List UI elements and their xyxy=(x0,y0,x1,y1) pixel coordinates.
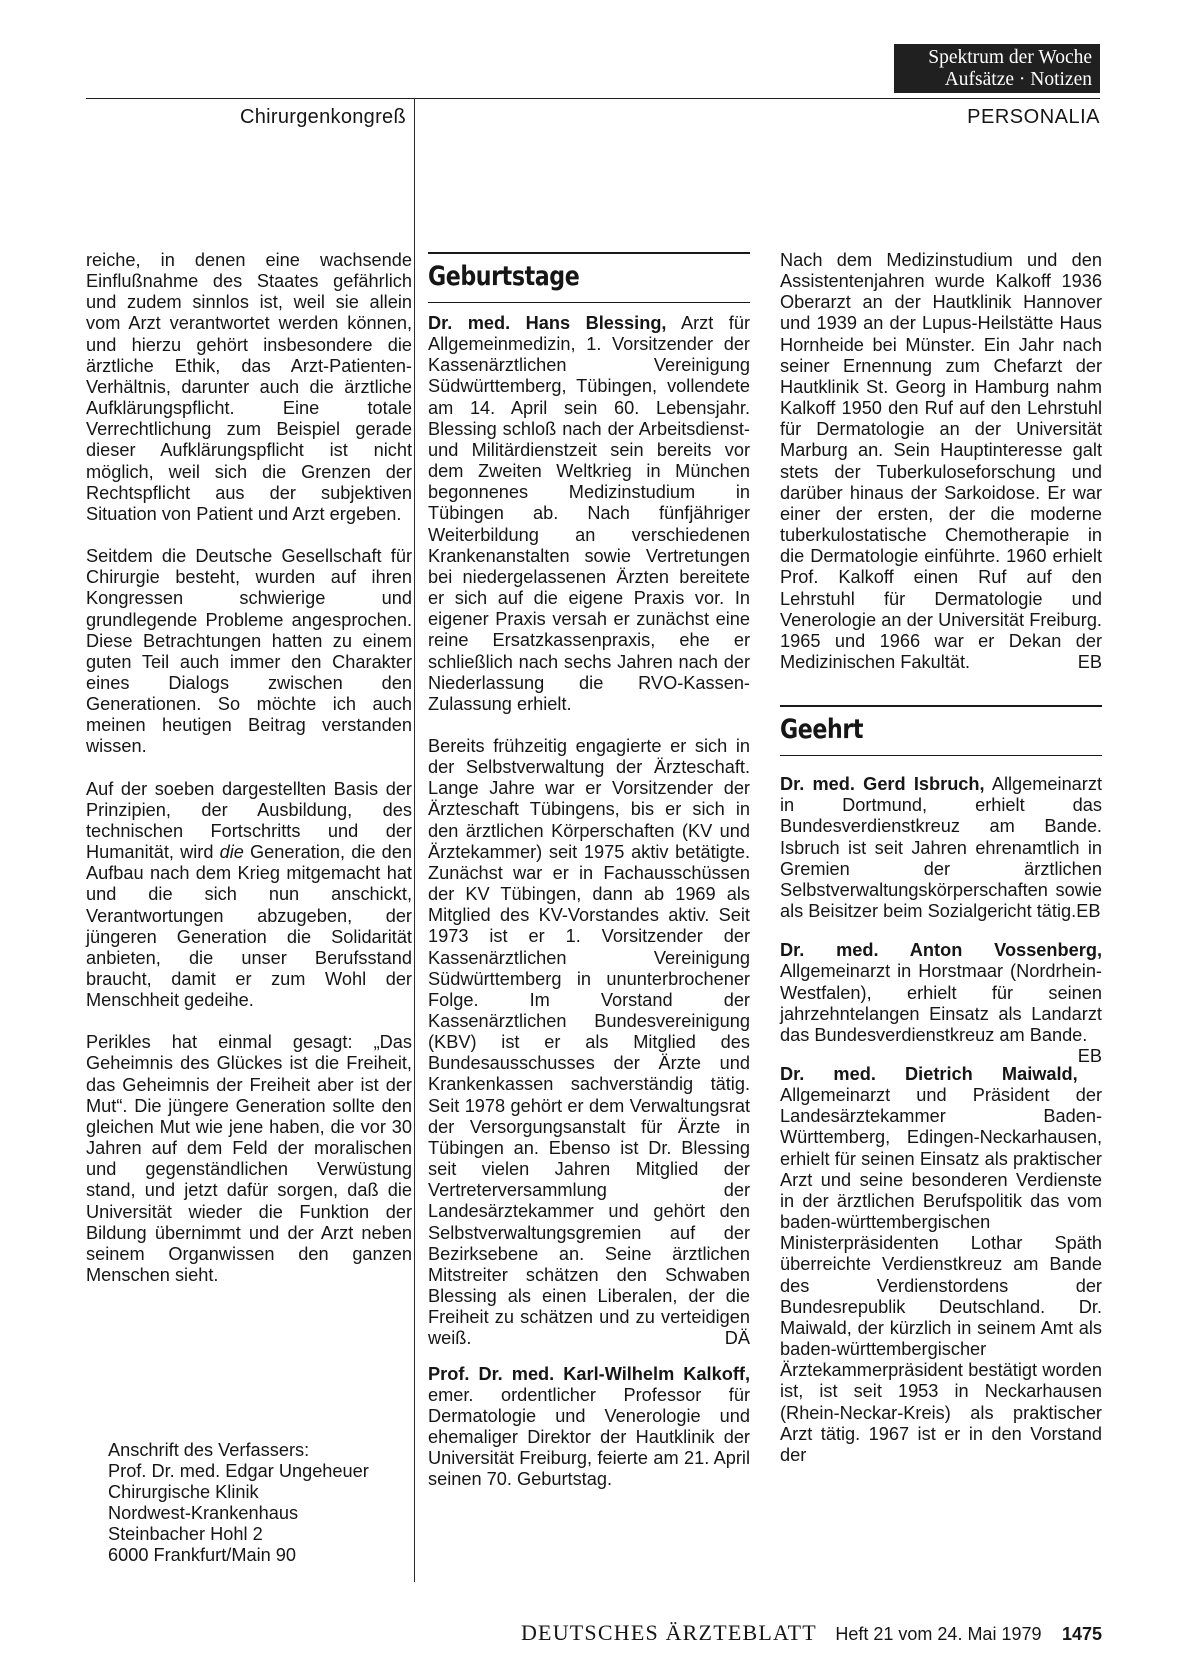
entry-isbruch xyxy=(780,774,1102,922)
address-label: Anschrift des Verfassers: xyxy=(108,1440,310,1460)
paragraph xyxy=(86,779,412,1012)
section-badge xyxy=(894,44,1100,93)
author-address xyxy=(108,1440,408,1566)
section-heading-geburtstage xyxy=(428,252,750,303)
author-signature: EB xyxy=(1077,1046,1102,1066)
entry-maiwald xyxy=(780,1064,1102,1466)
address-line: Nordwest-Krankenhaus xyxy=(108,1503,299,1523)
address-line: Steinbacher Hohl 2 xyxy=(108,1524,263,1544)
entry-text: Arzt für Allgemeinmedizin, 1. Vorsitzender der Kassenärztlichen Vereinigung Südwürttemberg, Tübingen, vollendete am 14. April sein 60. Lebensjahr. Blessing schloß nach der Arbeitsdienst- und Militärdienstzeit sein bereits vor dem Zweiten Weltkrieg in München begonnenes Medizinstudium in Tübingen ab. Nach fünfjähriger Weiterbildung an verschiedenen Krankenanstalten sowie Vertretungen bei niedergelassenen Ärzten bereitete er sich auf die eigene Praxis vor. In eigener Praxis versah er zunächst eine reine Ersatzkassenpraxis, ehe er schließlich nach sechs Jahren nach der Niederlassung die RVO-Kassen-Zulassung erhielt. xyxy=(428,313,750,714)
entry-text: Nach dem Medizinstudium und den Assistentenjahren wurde Kalkoff 1936 Oberarzt an der Hautklinik Hannover und 1939 an der Lupus-Heilstätte Haus Hornheide bei Münster. Ein Jahr nach seiner Ernennung zum Chefarzt der Hautklinik St. Georg in Hamburg nahm Kalkoff 1950 den Ruf auf den Lehrstuhl für Dermatologie an der Universität Marburg an. Sein Hauptinteresse galt stets der Tuberkuloseforschung und darüber hinaus der Sarkoidose. Er war einer der ersten, der die moderne tuberkulostatische Chemotherapie in die Dermatologie einführte. 1960 erhielt Prof. Kalkoff einen Ruf auf den Lehrstuhl für Dermatologie und Venerologie an der Universität Freiburg. 1965 und 1966 war er Dekan der Medizinischen Fakultät. xyxy=(780,250,1102,672)
entry-text: Bereits frühzeitig engagierte er sich in der Selbstverwaltung der Ärzteschaft. Lange Jahre war er Vorsitzender der Ärzteschaft Tübingens, bis er sich in den ärztlichen Körperschaften (KV und Ärztekammer) seit 1975 aktiv betätigte. Zunächst war er in Fachausschüssen der KV Tübingen, dann ab 1969 als Mitglied des KV-Vorstandes aktiv. Seit 1973 ist er 1. Vorsitzender der Kassenärztlichen Vereinigung Südwürttemberg in ununterbrochener Folge. Im Vorstand der Kassenärztlichen Bundesvereinigung (KBV) ist er als Mitglied des Bundesausschusses der Ärzte und Krankenkassen sachverständig tätig. Seit 1978 gehört er dem Verwaltungsrat der Versorgungsanstalt für Ärzte in Tübingen an. Ebenso ist Dr. Blessing seit vielen Jahren Mitglied der Vertreterversammlung der Landesärztekammer und gehört den Selbstverwaltungsgremien auf der Bezirksebene an. Seine ärztlichen Mitstreiter schätzen den Schwaben Blessing als einen Liberalen, der die Freiheit zu schätzen und zu verteidigen weiß. xyxy=(428,735,750,1349)
header-rule xyxy=(86,98,1100,99)
text-run: Auf der soeben dargestellten Basis der Prinzipien, der Ausbildung, des technischen Fortschritts und der Humanität, wird xyxy=(86,778,412,863)
person-name: Dr. med. Anton Vossenberg, xyxy=(780,940,1102,961)
entry-text: Allgemeinarzt in Dortmund, erhielt das Bundesverdienstkreuz am Bande. Isbruch ist seit Jahren ehrenamtlich in Gremien der ärztlichen Selbstverwaltungskörperschaften sowie als Beisitzer beim Sozialgericht tätig. xyxy=(780,774,1103,922)
paragraph: Perikles hat einmal gesagt: „Das Geheimnis des Glückes ist die Freiheit, das Geheimnis der Freiheit aber ist der Mut“. Die jüngere Generation sollte den gleichen Mut wie jene haben, die vor 30 Jahren auf dem Feld der moralischen und gegenständlichen Verwüstung stand, und jetzt dafür sorgen, daß die Universität wieder die Funktion der Bildung übernimmt und der Arzt neben seinem Organwissen den ganzen Menschen sieht. xyxy=(86,1032,412,1286)
emphasis: die xyxy=(219,842,244,863)
section-heading-geehrt xyxy=(780,705,1102,756)
badge-line-1: Spektrum der Woche xyxy=(928,47,1092,68)
entry-text: Allgemeinarzt und Präsident der Landesärztekammer Baden-Württemberg, Edingen-Neckarhausen, erhielt für seinen Einsatz als praktischer Arzt und seine besonderen Verdienste in der ärztlichen Berufspolitik das vom baden-württembergischen Ministerpräsidenten Lothar Späth überreichte Verdienstkreuz am Bande des Verdienstordens der Bundesrepublik Deutschland. Dr. Maiwald, der kürzlich in seinem Amt als baden-württembergischer Ärztekammerpräsident bestätigt worden ist, ist seit 1953 in Neckarhausen (Rhein-Neckar-Kreis) als praktischer Arzt tätig. 1967 ist er in den Vorstand der xyxy=(780,1085,1102,1465)
entry-kalkoff xyxy=(428,1364,750,1491)
author-signature: EB xyxy=(1076,901,1101,922)
paragraph xyxy=(780,250,1102,673)
running-head-left: Chirurgenkongreß xyxy=(240,106,406,128)
address-line: Chirurgische Klinik xyxy=(108,1482,259,1502)
person-name: Dr. med. Gerd Isbruch, xyxy=(780,774,985,795)
paragraph: Seitdem die Deutsche Gesellschaft für Chirurgie besteht, wurden auf ihren Kongressen schwierige und grundlegende Probleme angesprochen. Diese Betrachtungen hatten zu einem guten Teil auch immer den Charakter eines Dialogs zwischen den Generationen. So möchte ich auch meinen heutigen Beitrag verstanden wissen. xyxy=(86,546,412,757)
person-name: Prof. Dr. med. Karl-Wilhelm Kalkoff, xyxy=(428,1363,750,1384)
running-head-right: PERSONALIA xyxy=(967,106,1100,128)
entry-vossenberg xyxy=(780,940,1102,1066)
paragraph xyxy=(428,736,750,1350)
entry-text: emer. ordentlicher Professor für Dermatologie und Venerologie und ehemaliger Direktor der Hautklinik der Universität Freiburg, feierte am 21. April seinen 70. Geburtstag. xyxy=(428,1384,750,1490)
person-name: Dr. med. Dietrich Maiwald, xyxy=(780,1064,1078,1084)
section-title: Geburtstage xyxy=(428,261,580,292)
page-number: 1475 xyxy=(1061,1624,1102,1644)
entry-text: Allgemeinarzt in Horstmaar (Nordrhein-Westfalen), erhielt für seinen jahrzehntelangen Einsatz als Landarzt das Bundesverdienstkreuz am Bande. xyxy=(780,961,1102,1045)
badge-line-2: Aufsätze · Notizen xyxy=(944,69,1092,90)
article-column xyxy=(86,250,412,1286)
person-name: Dr. med. Hans Blessing, xyxy=(428,313,667,333)
entry-blessing xyxy=(428,313,750,715)
text-run: Generation, die den Aufbau nach dem Krieg mitgemacht hat und die sich nun anschickt, Verantwortungen abzugeben, der jüngeren Generation die Solidarität anbieten, die unser Berufsstand braucht, damit er zum Wohl der Menschheit gedeihe. xyxy=(86,842,412,1011)
issue-info: Heft 21 vom 24. Mai 1979 xyxy=(835,1624,1042,1644)
column-divider xyxy=(414,98,415,266)
address-line: 6000 Frankfurt/Main 90 xyxy=(108,1545,297,1565)
journal-name: DEUTSCHES ÄRZTEBLATT xyxy=(520,1620,817,1645)
page-footer xyxy=(470,1620,1102,1646)
author-signature: DÄ xyxy=(724,1328,750,1349)
address-line: Prof. Dr. med. Edgar Ungeheuer xyxy=(108,1461,369,1481)
personalia-column-right xyxy=(780,250,1102,1466)
paragraph: reiche, in denen eine wachsende Einflußnahme des Staates gefährlich und zudem sinnlos ist, weil sie allein vom Arzt verantwortet werden können, und hierzu gehört insbesondere die ärztliche Ethik, das Arzt-Patienten-Verhältnis, darunter auch die ärztliche Aufklärungspflicht. Eine totale Verrechtlichung zum Beispiel gerade dieser Aufklärungspflicht ist nicht möglich, weil sich die Grenzen der Rechtspflicht aus der subjektiven Situation von Patient und Arzt ergeben. xyxy=(86,250,412,524)
column-divider-lower xyxy=(414,266,415,1582)
personalia-column-middle xyxy=(428,252,750,1490)
section-title: Geehrt xyxy=(780,714,864,746)
author-signature: EB xyxy=(1077,651,1102,672)
